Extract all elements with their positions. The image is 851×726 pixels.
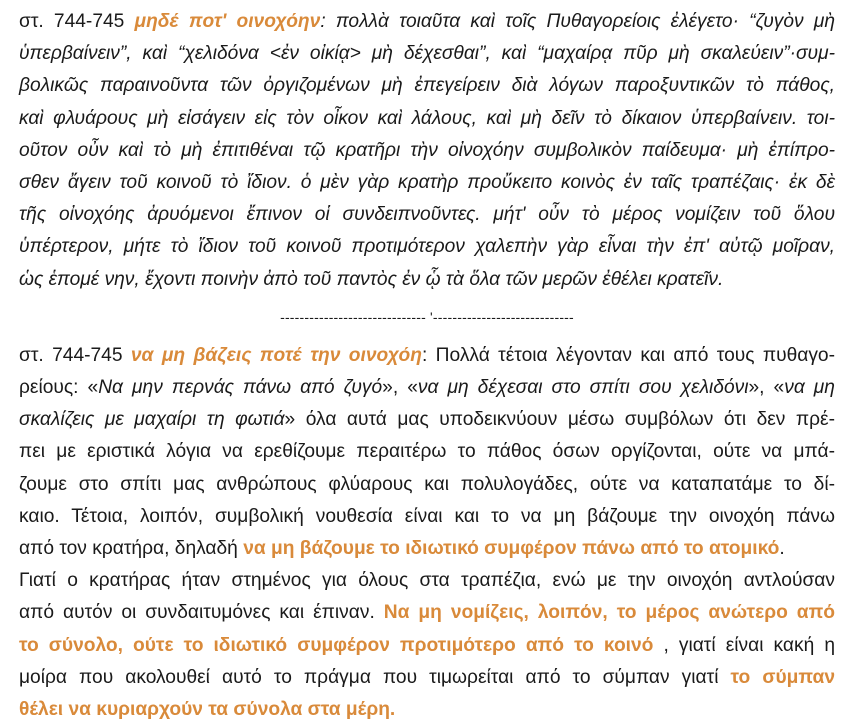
modern-greek-paragraph: [19, 340, 835, 726]
highlighted-phrase: Να μη νομίζεις, λοιπόν, το μέρος ανώτερο από: [383, 602, 835, 624]
text-line: τῆς οἰνοχόης ἀρυόμενοι ἔπινον οἱ συνδειπνοῦντες. μήτ' οὖν τὸ μέρος νομίζειν τοῦ ὅλου: [19, 204, 835, 226]
lemma: να μη βάζεις ποτέ την οινοχόη: [130, 344, 422, 366]
text-line: ὑπερβαίνειν”, καὶ “χελιδόνα <ἐν οἰκίᾳ> μὴ δέχεσθαι”, καὶ “μαχαίρᾳ πῦρ μὴ σκαλεύειν”·συμ-: [19, 43, 835, 65]
text-line: [19, 372, 835, 404]
text-segment: , γιατί είναι κακή η: [653, 634, 835, 656]
text-line: [19, 597, 835, 629]
text-line: σθεν ἄγειν τοῦ κοινοῦ τὸ ἴδιον. ὁ μὲν γὰρ κρατὴρ προὔκειτο κοινὸς ἐν ταῖς τραπέζαις· ἐκ δὲ: [19, 172, 835, 194]
section-divider: ------------------------------ '-----------------------------: [280, 308, 574, 325]
highlighted-phrase: το σύνολο, ούτε το ιδιωτικό συμφέρον προτιμότερο από το κοινό: [19, 634, 654, 656]
text-line: Γιατί ο κρατήρας ήταν στημένος για όλους στα τραπέζια, ενώ με την οινοχόη αντλούσαν: [19, 570, 835, 592]
ancient-greek-paragraph: [19, 6, 835, 296]
text-line: [19, 6, 835, 38]
text-line: βολικῶς παραινοῦντα τῶν ὀργιζομένων μὴ ἐπεγείρειν διὰ λόγων παροξυντικῶν τὸ πάθος,: [19, 75, 835, 97]
text-segment: : Πολλά τέτοια λέγονταν και από τους πυθαγο-: [421, 344, 835, 366]
text-line: καὶ φλυάρους μὴ εἰσάγειν εἰς τὸν οἶκον καὶ λάλους, καὶ μὴ δεῖν τὸ δίκαιον ὑπερβαίνειν. τοι-: [19, 107, 835, 129]
text-line: [19, 533, 835, 565]
text-line: ζουμε στο σπίτι μας ανθρώπους φλύαρους και πολυλογάδες, ούτε να καταπατάμε το δί-: [19, 473, 835, 495]
text-segment: από αυτόν οι συνδαιτυμόνες και έπιναν.: [19, 602, 384, 624]
quote: Να μην περνάς πάνω από ζυγό: [98, 377, 383, 399]
text-line: [19, 694, 835, 726]
text-segment: : πολλὰ τοιαῦτα καὶ τοῖς Πυθαγορείοις ἐλέγετο· “ζυγὸν μὴ: [320, 11, 835, 32]
highlighted-phrase: θέλει να κυριαρχούν τα σύνολα στα μέρη.: [19, 699, 396, 721]
lemma: μηδέ ποτ' οινοχόην: [134, 11, 321, 32]
highlighted-phrase: να μη βάζουμε το ιδιωτικό συμφέρον πάνω από το ατομικό: [243, 538, 780, 560]
text-line: ὡς ἑπομέ νην, ἔχοντι ποινὴν ἀπὸ τοῦ παντὸς ἐν ᾧ τὰ ὅλα τῶν μερῶν ἐθέλει κρατεῖν.: [19, 268, 724, 290]
text-line: [19, 630, 835, 662]
quote: σκαλίζεις με μαχαίρι τη φωτιά: [19, 409, 285, 431]
text-segment: » όλα αυτά μας υποδεικνύουν μέσω συμβόλων ότι δεν πρέ-: [284, 409, 835, 431]
text-line: καιο. Τέτοια, λοιπόν, συμβολική νουθεσία είναι και το να μη βάζουμε την οινοχόη πάνω: [19, 505, 835, 527]
text-line: [19, 404, 835, 436]
text-line: οῦτον οὖν καὶ τὸ μὴ ἐπιτιθέναι τῷ κρατῆρι τὴν οἰνοχόην συμβολικὸν παίδευμα· μὴ ἐπίπρο-: [19, 139, 835, 161]
text-segment: ρείους: «: [19, 377, 99, 399]
highlighted-phrase: το σύμπαν: [730, 666, 835, 688]
text-segment: από τον κρατήρα, δηλαδή: [19, 538, 244, 560]
quote: να μη δέχεσαι στο σπίτι σου χελιδόνι: [417, 377, 749, 399]
text-line: πει με εριστικά λόγια να ερεθίζουμε περαιτέρω το πάθος όσων οργίζονται, ούτε να μπά-: [19, 441, 835, 463]
text-segment: μοίρα που ακολουθεί αυτό το πράγμα που τιμωρείται από το σύμπαν γιατί: [19, 666, 731, 688]
verse-reference: στ. 744-745: [19, 11, 125, 32]
text-line: [19, 340, 835, 372]
text-segment: .: [779, 538, 785, 560]
text-line: [19, 662, 835, 694]
text-segment: », «: [382, 377, 418, 399]
quote: να μη: [784, 377, 835, 399]
text-line: ὑπέρτερον, μήτε τὸ ἴδιον τοῦ κοινοῦ προτιμότερον χαλεπὴν γὰρ εἶναι τὴν ἐπ' αὐτῷ μοῖραν,: [19, 236, 835, 258]
verse-reference: στ. 744-745: [19, 344, 123, 366]
text-segment: », «: [748, 377, 785, 399]
